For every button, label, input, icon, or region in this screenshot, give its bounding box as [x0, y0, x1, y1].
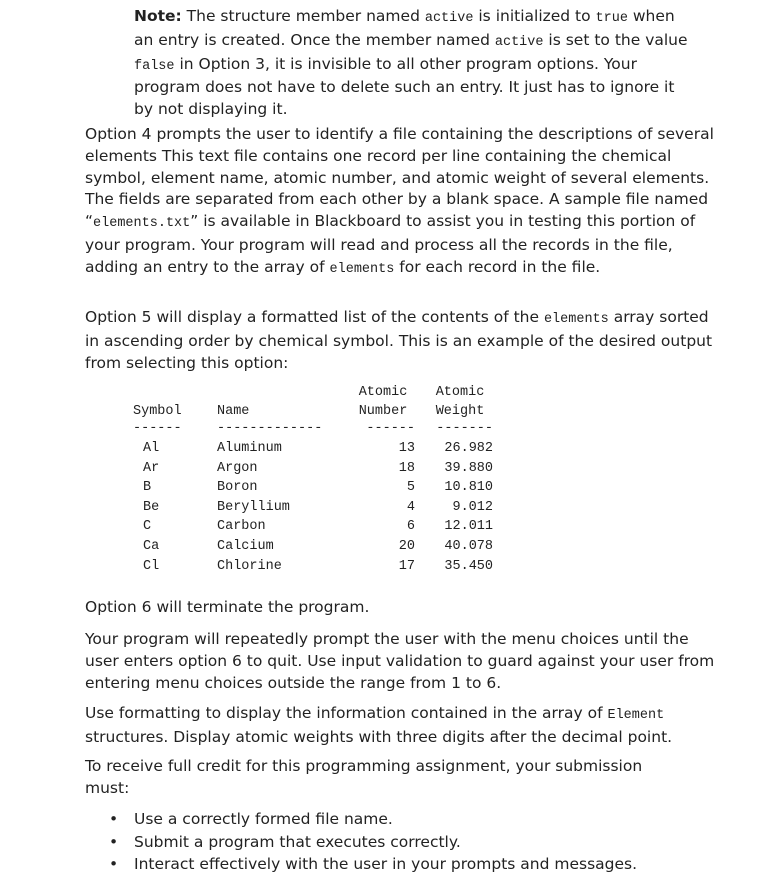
- header-atomic: Atomic: [435, 384, 485, 400]
- code-elements-txt: elements.txt: [93, 216, 191, 232]
- note-label: Note:: [134, 7, 182, 25]
- bullet-icon: •: [109, 855, 119, 873]
- table-row: Ar Argon 18 39.880: [143, 460, 493, 476]
- table-row: Ca Calcium 20 40.078: [143, 539, 493, 555]
- repeat-paragraph: Your program will repeatedly prompt the user with the menu choices until the user enters option 6 to quit. Use input validation to guard against your user from entering menu choices outside the range from 1 to 6.: [85, 630, 715, 692]
- list-item: • Use a correctly formed file name.: [90, 808, 637, 831]
- header-row: [127, 380, 499, 400]
- code-active: active: [494, 34, 544, 50]
- code-true: true: [595, 11, 628, 26]
- formatting-paragraph: Use formatting to display the information contained in the array of Element structures. Display atomic weights with three digits after the decimal point.: [85, 704, 673, 746]
- requirements-list: [90, 808, 637, 876]
- dash-row: ------ ------------- ------ -------: [133, 421, 493, 437]
- header-name: Name: [217, 404, 250, 420]
- elements-table: [127, 380, 499, 576]
- bullet-icon: •: [109, 832, 119, 851]
- table-row: Cl Chlorine 17 35.450: [143, 558, 493, 574]
- code-false: false: [134, 58, 175, 74]
- credit-paragraph: To receive full credit for this programming assignment, your submission must:: [85, 757, 643, 797]
- header-atomic: Atomic: [358, 384, 408, 400]
- list-item: • Interact effectively with the user in your prompts and messages.: [90, 853, 637, 876]
- table-row: C Carbon 6 12.011: [143, 519, 493, 535]
- header-number: Number: [358, 404, 408, 420]
- code-element: Element: [607, 708, 665, 723]
- header-row: [127, 400, 499, 420]
- option5-paragraph: Option 5 will display a formatted list of the contents of the elements array sorted in ascending order by chemical symbol. This is an example of the desired output from selecting this option:: [85, 308, 713, 372]
- code-active: active: [424, 11, 474, 26]
- table-row: B Boron 5 10.810: [143, 480, 493, 496]
- code-elements: elements: [329, 261, 395, 277]
- list-item: • Submit a program that executes correctly.: [90, 831, 637, 854]
- option6-paragraph: Option 6 will terminate the program.: [85, 598, 370, 616]
- table-row: Al Aluminum 13 26.982: [143, 441, 493, 457]
- header-symbol: Symbol: [133, 404, 182, 420]
- note-paragraph: Note: The structure member named active is initialized to true when an entry is created. Once the member named active is set to the value false in Option 3, it is invisible to all other program options. Your program does not have to delete such an entry. It just has to ignore it by not displaying it.: [134, 7, 688, 119]
- header-weight: Weight: [435, 404, 485, 420]
- bullet-icon: •: [109, 810, 119, 828]
- option4-paragraph: Option 4 prompts the user to identify a file containing the descriptions of several elements This text file contains one record per line containing the chemical symbol, element name, atomic number, and atomic weight of several elements. The fields are separated from each other by a blank space. A sample file named “elements.txt” is available in Blackboard to assist you in testing this portion of your program. Your program will read and process all the records in the file, adding an entry to the array of elements for each record in the file.: [85, 125, 714, 277]
- code-elements: elements: [543, 312, 609, 327]
- table-row: Be Beryllium 4 9.012: [143, 499, 493, 515]
